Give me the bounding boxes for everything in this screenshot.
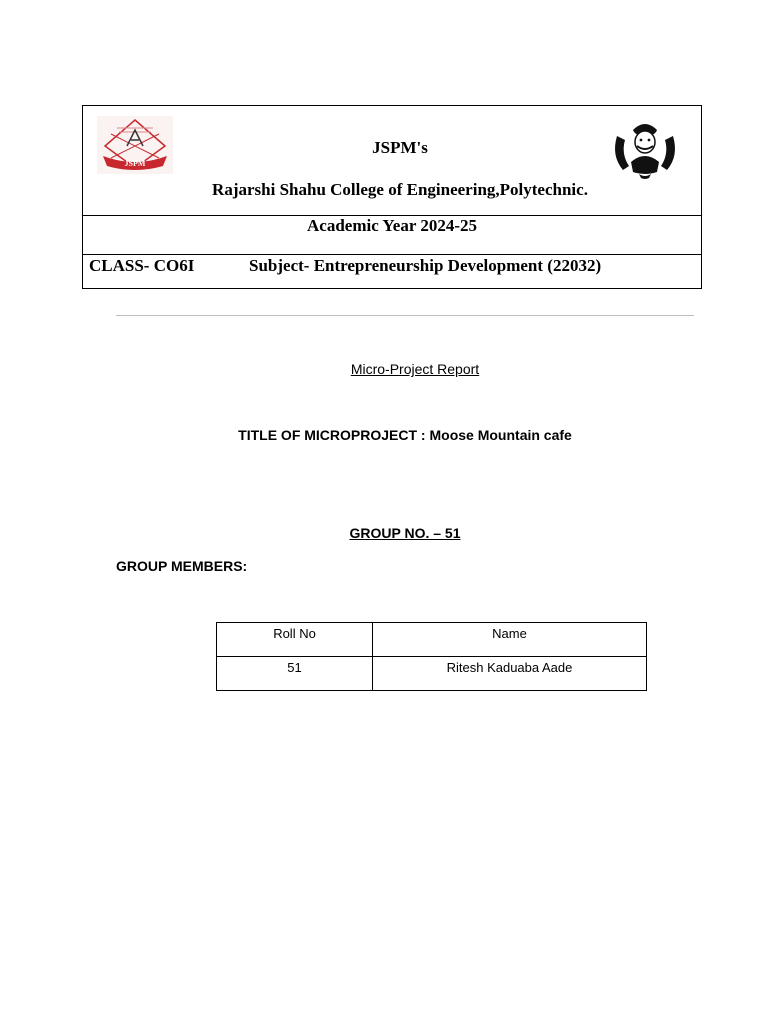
- academic-year: Academic Year 2024-25: [307, 216, 477, 235]
- table-header-name: Name: [373, 623, 647, 657]
- microproject-title: TITLE OF MICROPROJECT : Moose Mountain cafe: [238, 427, 572, 443]
- group-number: GROUP NO. – 51: [349, 525, 461, 541]
- subject-label: Subject- Entrepreneurship Development (22032): [249, 256, 602, 275]
- header-divider-2: [83, 254, 701, 255]
- members-table: [216, 622, 647, 691]
- header-box: [82, 105, 702, 289]
- college-emblem-icon: [609, 116, 681, 180]
- horizontal-rule: [116, 315, 694, 316]
- group-members-label: GROUP MEMBERS:: [116, 558, 248, 574]
- table-header-row: [217, 623, 647, 657]
- institution-short-name: JSPM's: [372, 138, 428, 157]
- report-title: Micro-Project Report: [350, 361, 480, 377]
- table-cell-name: Ritesh Kaduaba Aade: [373, 657, 647, 691]
- table-header-roll-no: Roll No: [217, 623, 373, 657]
- class-label: CLASS- CO6I: [89, 256, 195, 275]
- table-row: [217, 657, 647, 691]
- college-name: Rajarshi Shahu College of Engineering,Polytechnic.: [212, 180, 588, 199]
- table-cell-roll-no: 51: [217, 657, 373, 691]
- jspm-logo-text: JSPM: [124, 159, 146, 168]
